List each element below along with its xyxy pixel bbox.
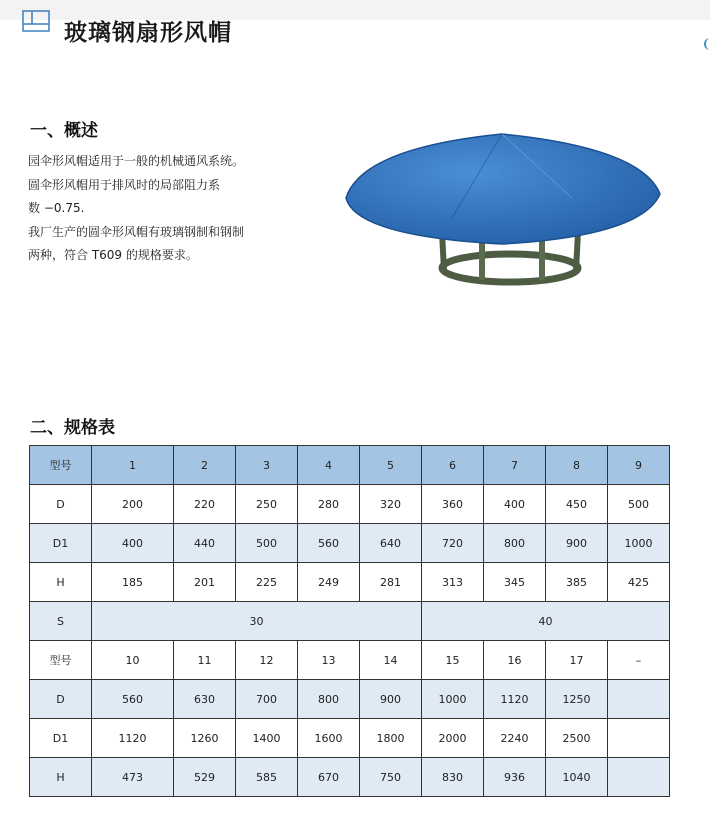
- table-cell: 250: [236, 485, 298, 524]
- table-cell: 30: [92, 602, 422, 641]
- table-cell: 5: [360, 446, 422, 485]
- table-cell: 1600: [298, 719, 360, 758]
- table-cell: 1040: [546, 758, 608, 797]
- table-cell: 13: [298, 641, 360, 680]
- table-cell: [608, 680, 670, 719]
- table-cell: 17: [546, 641, 608, 680]
- row-label-cell: D1: [30, 719, 92, 758]
- table-cell: 640: [360, 524, 422, 563]
- table-cell: 800: [484, 524, 546, 563]
- table-cell: 225: [236, 563, 298, 602]
- table-cell: 385: [546, 563, 608, 602]
- table-cell: 2240: [484, 719, 546, 758]
- table-cell: 400: [484, 485, 546, 524]
- table-cell: [608, 719, 670, 758]
- overview-line: 圆伞形风帽用于排风时的局部阻力系: [28, 177, 221, 192]
- table-cell: 500: [608, 485, 670, 524]
- table-row: [30, 680, 670, 719]
- overview-line: 两种，符合 T609 的规格要求。: [28, 248, 198, 262]
- table-cell: 3: [236, 446, 298, 485]
- spec-table: [29, 445, 670, 797]
- page-title: 玻璃钢扇形风帽: [64, 19, 232, 46]
- table-row: [30, 719, 670, 758]
- table-cell: 440: [174, 524, 236, 563]
- table-cell: 560: [92, 680, 174, 719]
- table-cell: 670: [298, 758, 360, 797]
- table-row: [30, 641, 670, 680]
- table-row: [30, 485, 670, 524]
- table-cell: 473: [92, 758, 174, 797]
- table-cell: 7: [484, 446, 546, 485]
- table-cell: 585: [236, 758, 298, 797]
- table-cell: 560: [298, 524, 360, 563]
- row-label-cell: D: [30, 485, 92, 524]
- row-label-cell: H: [30, 563, 92, 602]
- row-label-cell: H: [30, 758, 92, 797]
- spec-heading: 二、规格表: [30, 418, 115, 438]
- table-cell: 800: [298, 680, 360, 719]
- table-cell: 936: [484, 758, 546, 797]
- overview-text: [28, 150, 278, 268]
- table-cell: 700: [236, 680, 298, 719]
- table-cell: 425: [608, 563, 670, 602]
- row-label-cell: 型号: [30, 641, 92, 680]
- table-cell: 201: [174, 563, 236, 602]
- row-label-cell: D: [30, 680, 92, 719]
- table-cell: 529: [174, 758, 236, 797]
- table-cell: 11: [174, 641, 236, 680]
- table-cell: 1120: [484, 680, 546, 719]
- overview-line: 数 −0.75.: [28, 201, 85, 215]
- table-row: [30, 563, 670, 602]
- table-cell: 10: [92, 641, 174, 680]
- overview-heading: 一、概述: [30, 121, 98, 141]
- table-cell: 1800: [360, 719, 422, 758]
- table-cell: 1250: [546, 680, 608, 719]
- table-cell: 40: [422, 602, 670, 641]
- table-cell: 14: [360, 641, 422, 680]
- table-cell: 8: [546, 446, 608, 485]
- table-cell: 750: [360, 758, 422, 797]
- table-cell: 320: [360, 485, 422, 524]
- table-cell: 400: [92, 524, 174, 563]
- table-cell: 2000: [422, 719, 484, 758]
- table-cell: 1120: [92, 719, 174, 758]
- edge-mark: [704, 38, 710, 50]
- table-row: [30, 524, 670, 563]
- row-label-cell: S: [30, 602, 92, 641]
- table-cell: 249: [298, 563, 360, 602]
- table-row: [30, 602, 670, 641]
- table-cell: 4: [298, 446, 360, 485]
- table-cell: 345: [484, 563, 546, 602]
- table-cell: 185: [92, 563, 174, 602]
- table-cell: 1000: [608, 524, 670, 563]
- table-cell: 280: [298, 485, 360, 524]
- table-cell: 200: [92, 485, 174, 524]
- table-cell: –: [608, 641, 670, 680]
- row-label-cell: D1: [30, 524, 92, 563]
- table-cell: 830: [422, 758, 484, 797]
- table-cell: 900: [360, 680, 422, 719]
- wind-cap-photo: [342, 128, 662, 296]
- table-cell: 2: [174, 446, 236, 485]
- document-frame-icon: [22, 10, 50, 34]
- overview-line: 我厂生产的圆伞形风帽有玻璃钢制和钢制: [28, 224, 245, 239]
- table-cell: 16: [484, 641, 546, 680]
- table-cell: 1: [92, 446, 174, 485]
- overview-line: 园伞形风帽适用于一般的机械通风系统。: [28, 154, 245, 168]
- table-row: [30, 446, 670, 485]
- table-cell: 500: [236, 524, 298, 563]
- table-cell: [608, 758, 670, 797]
- table-cell: 450: [546, 485, 608, 524]
- table-row: [30, 758, 670, 797]
- table-cell: 1260: [174, 719, 236, 758]
- table-cell: 15: [422, 641, 484, 680]
- row-label-cell: 型号: [30, 446, 92, 485]
- table-cell: 630: [174, 680, 236, 719]
- table-cell: 720: [422, 524, 484, 563]
- table-cell: 9: [608, 446, 670, 485]
- table-cell: 1400: [236, 719, 298, 758]
- table-cell: 900: [546, 524, 608, 563]
- table-cell: 313: [422, 563, 484, 602]
- table-cell: 360: [422, 485, 484, 524]
- table-cell: 6: [422, 446, 484, 485]
- table-cell: 2500: [546, 719, 608, 758]
- table-cell: 281: [360, 563, 422, 602]
- table-cell: 12: [236, 641, 298, 680]
- table-cell: 220: [174, 485, 236, 524]
- table-cell: 1000: [422, 680, 484, 719]
